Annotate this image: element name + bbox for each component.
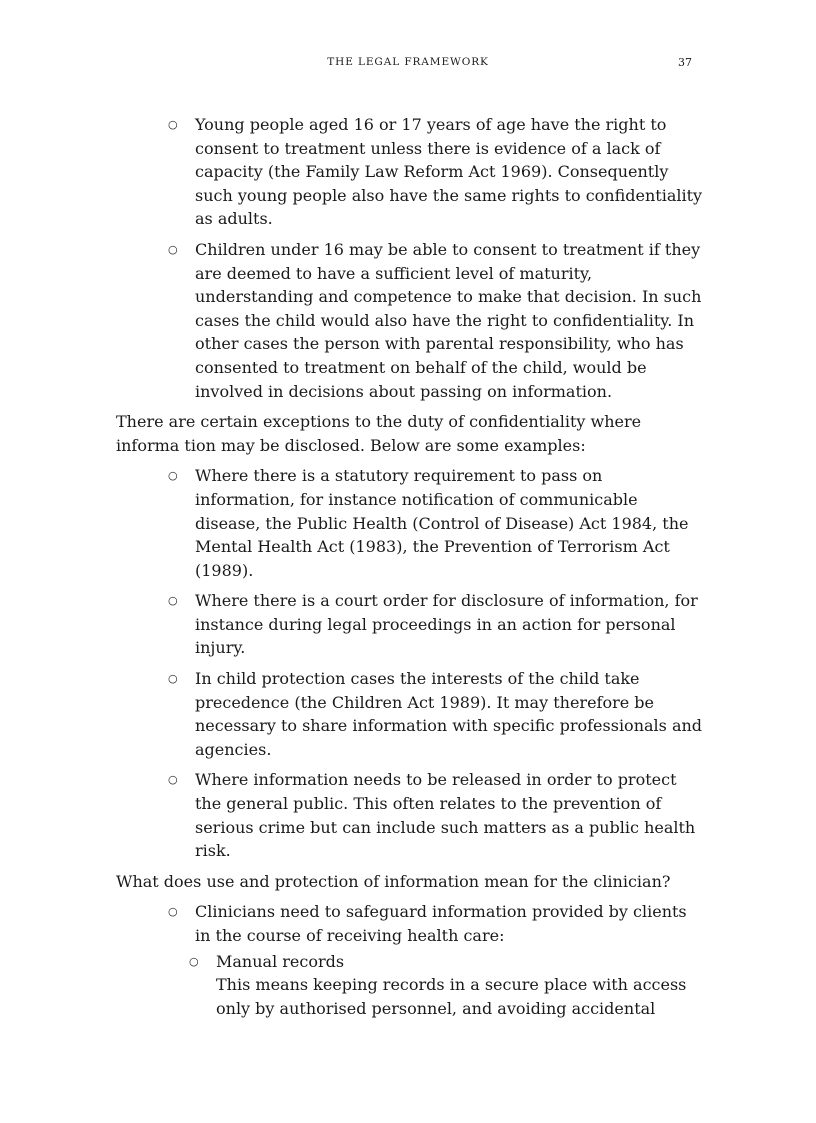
list-item	[168, 238, 706, 403]
sub-item-heading: Manual records	[216, 951, 345, 971]
list-item	[168, 768, 706, 862]
bullet-circle-icon: ○	[168, 594, 178, 608]
list-item	[168, 464, 706, 582]
bullet-circle-icon: ○	[189, 954, 199, 968]
bullet-circle-icon: ○	[168, 118, 178, 131]
list-item-text: Where there is a statutory requirement to pass on information, for instance notification of communicable disease, the Public Health (Control of Disease) Act 1984, the Mental Health Act (1983), the Prevention of Terrorism Act (1989).	[195, 466, 689, 580]
list-item-text: Where there is a court order for disclosure of information, for instance during legal proceedings in an action for personal injury.	[195, 591, 698, 658]
sub-item-body: This means keeping records in a secure place with access only by authorised personnel, and avoiding accidental	[216, 975, 687, 1018]
clinician-list	[116, 900, 706, 1020]
running-title: THE LEGAL FRAMEWORK	[327, 56, 489, 68]
records-sub-list	[189, 950, 706, 1021]
list-item	[168, 900, 706, 1020]
list-item	[168, 667, 706, 761]
bullet-circle-icon: ○	[168, 672, 178, 686]
bullet-circle-icon: ○	[168, 469, 178, 483]
list-item-text: Children under 16 may be able to consent to treatment if they are deemed to have a sufficient level of maturity, understanding and competence to make that decision. In such cases the child would also have the right to confidentiality. In other cases the person with parental responsibility, who has consented to treatment on behalf of the child, would be involved in decisions about passing on information.	[195, 239, 702, 401]
sub-list-item	[189, 950, 706, 1021]
list-item	[168, 113, 706, 231]
list-item	[168, 589, 706, 660]
exceptions-list	[116, 464, 706, 863]
consent-list	[116, 113, 706, 403]
bullet-circle-icon: ○	[168, 773, 178, 787]
running-header	[0, 56, 816, 70]
bullet-circle-icon: ○	[168, 905, 178, 919]
list-item-text: In child protection cases the interests of the child take precedence (the Children Act 1989). It may therefore be necessary to share information with specific professionals and agencies.	[195, 669, 703, 759]
list-item-text: Clinicians need to safeguard information provided by clients in the course of receiving health care:	[195, 902, 687, 945]
bullet-circle-icon: ○	[168, 242, 178, 256]
page-body	[116, 113, 706, 1027]
exceptions-intro-paragraph: There are certain exceptions to the duty of confidentiality where informa tion may be disclosed. Below are some examples:	[116, 412, 642, 455]
list-item-text: Where information needs to be released in order to protect the general public. This often relates to the prevention of serious crime but can include such matters as a public health risk.	[195, 770, 696, 861]
page-number: 37	[678, 56, 692, 69]
clinician-question-paragraph: What does use and protection of information mean for the clinician?	[116, 871, 671, 891]
list-item-text: Young people aged 16 or 17 years of age have the right to consent to treatment unless there is evidence of a lack of capacity (the Family Law Reform Act 1969). Consequently such young people also have the same rights to confidentiality as adults.	[195, 115, 703, 229]
